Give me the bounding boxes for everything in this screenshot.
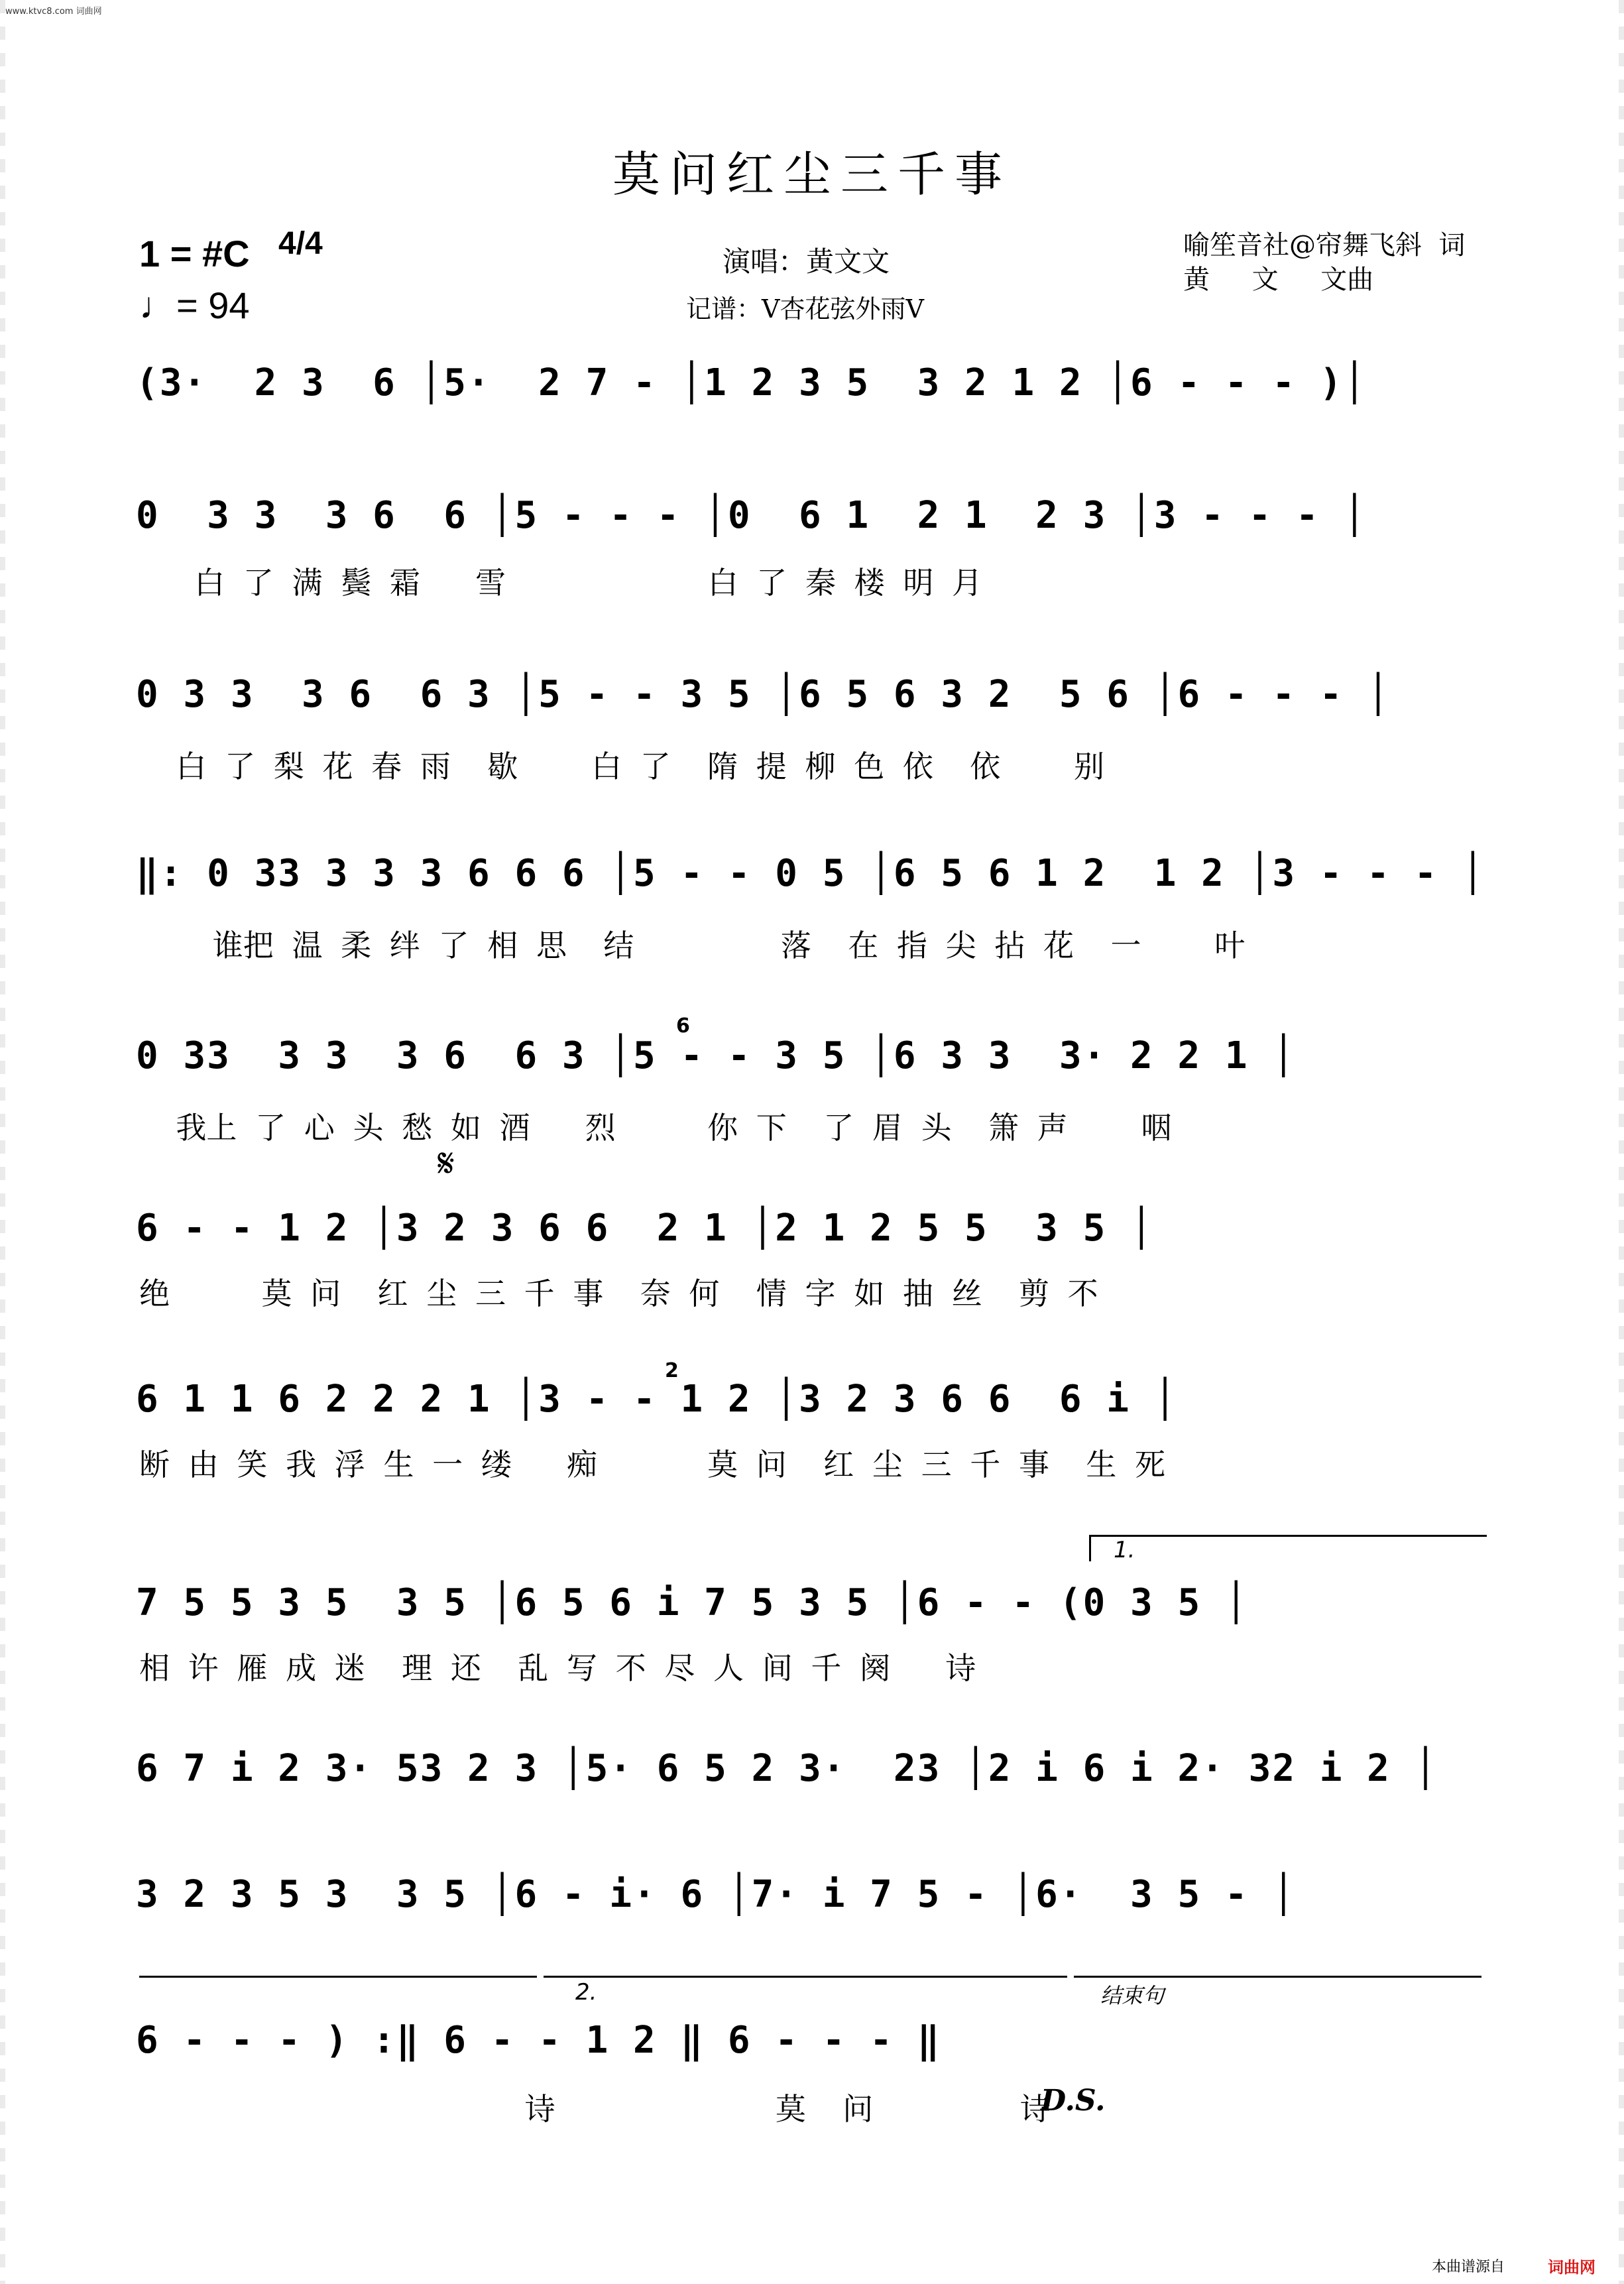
notation-line: 0 33 3 3 3 6 6 3 │5 - - 3 5 │6 3 3 3· 2 2 1 │ [136,1034,1297,1077]
lyrics-line: 绝 莫 问 红 尘 三 千 事 奈 何 情 字 如 抽 丝 剪 不 [139,1276,1098,1311]
notation-line: (3· 2 3 6 │5· 2 7 - │1 2 3 5 3 2 1 2 │6 - - - )│ [136,361,1367,404]
time-signature: 4/4 [278,226,323,261]
notation-line: 6 1 1 6 2 2 2 1 │3 - - 1 2 │3 2 3 6 6 6 i │ [136,1378,1178,1421]
ending-label: 结束句 [1100,1983,1165,2008]
volta-1-label: 1. [1114,1537,1135,1563]
notation-line: 6 7 i 2 3· 53 2 3 │5· 6 5 2 3· 23 │2 i 6 i 2· 32 i 2 │ [136,1747,1438,1790]
notation-line: ‖: 0 33 3 3 3 6 6 6 │5 - - 0 5 │6 5 6 1 2 1 2 │3 - - - │ [136,852,1485,895]
footer-logo: 词曲网 [1548,2258,1595,2277]
notation-line: 6 - - 1 2 │3 2 3 6 6 2 1 │2 1 2 5 5 3 5 │ [136,1207,1154,1250]
lyrics-line: 白 了 梨 花 春 雨 歇 白 了 隋 提 柳 色 依 依 别 [139,749,1105,784]
volta-1-bracket [1089,1535,1487,1537]
dal-segno-mark: D.S. [1041,2084,1106,2118]
page-title: 莫问红尘三千事 [612,147,1012,202]
performer: 演唱：黄文文 [723,245,890,278]
transcriber: 记谱：V杏花弦外雨V [686,294,924,324]
volta-bracket-top [139,1976,537,1978]
lyrics-line: 相 许 雁 成 迷 理 还 乱 写 不 尽 人 间 千 阕 诗 [139,1650,976,1686]
notation-line: 0 3 3 3 6 6 │5 - - - │0 6 1 2 1 2 3 │3 - - - │ [136,494,1367,537]
lyrics-line: 白 了 满 鬓 霜 雪 白 了 秦 楼 明 月 [139,565,983,601]
notation-line: 3 2 3 5 3 3 5 │6 - i· 6 │7· i 7 5 - │6· 3 5 - │ [136,1873,1297,1916]
segno-sign: 𝄋 [437,1140,455,1187]
volta-2-label: 2. [575,1979,597,2006]
left-edge-strip [0,0,5,2284]
lyrics-line: 谁把 温 柔 绊 了 相 思 结 落 在 指 尖 拈 花 一 叶 [139,928,1246,963]
lyrics-line: 我上 了 心 头 愁 如 酒 烈 你 下 了 眉 头 箫 声 咽 [139,1110,1172,1146]
ending-bracket [1074,1976,1481,1978]
site-label: www.ktvc8.com 词曲网 [5,7,102,17]
volta-1-bracket-edge [1089,1535,1091,1561]
right-edge-strip [1619,0,1624,2284]
grace-note: 6 [676,1014,690,1038]
grace-note: 2 [665,1359,679,1382]
footer-source: 本曲谱源自 [1432,2259,1505,2275]
lyricist-credit: 喻笙音社@帘舞飞斜 词 [1183,230,1466,261]
notation-line: 0 3 3 3 6 6 3 │5 - - 3 5 │6 5 6 3 2 5 6 │6 - - - │ [136,673,1391,716]
volta-2-bracket [544,1976,1067,1978]
tempo-marking: ♩= 94 [139,284,250,326]
notation-line: 6 - - - ) :‖ 6 - - 1 2 ‖ 6 - - - ‖ [136,2019,941,2062]
lyrics-line: 断 由 笑 我 浮 生 一 缕 痴 莫 问 红 尘 三 千 事 生 死 [139,1447,1166,1482]
composer-credit: 黄 文 文曲 [1183,265,1374,295]
lyrics-line: 诗 莫 问 诗 [139,2091,1051,2127]
notation-line: 7 5 5 3 5 3 5 │6 5 6 i 7 5 3 5 │6 - - (0 3 5 │ [136,1581,1249,1624]
key-signature: 1 = #C [139,233,250,274]
